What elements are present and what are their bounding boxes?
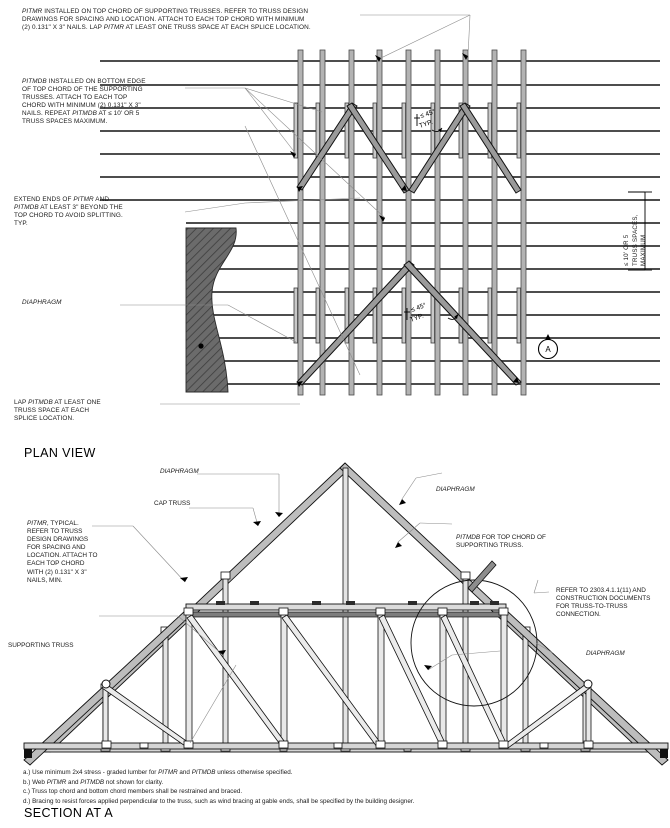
dimension-label-line3: MAXIMUM [640,234,647,266]
general-notes [23,768,663,806]
callout-diaphragm-bottom-right: DIAPHRAGM [586,650,625,657]
note-diaphragm-plan: DIAPHRAGM [22,299,62,306]
section-view-drawing [0,460,670,790]
general-note-a: a.) Use minimum 2x4 stress - graded lumber for PITMR and PITMDB unless otherwise specified. [23,769,293,776]
callout-truss-to-truss: REFER TO 2303.4.1.1(11) AND CONSTRUCTION DOCUMENTS FOR TRUSS-TO-TRUSS CONNECTION. [556,587,651,619]
callout-diaphragm-left: DIAPHRAGM [160,468,199,475]
callout-diaphragm-top-right: DIAPHRAGM [436,486,475,493]
note-pitmdb-bottom-edge: PITMDB INSTALLED ON BOTTOM EDGE OF TOP CHORD OF THE SUPPORTING TRUSSES. ATTACH TO EACH TOP CHORD WITH MINIMUM (2) 0.131" X 3" NAILS. REPEAT PITMDB AT ≤ 10' OR 5 TRUSS SPACES MAXIMUM. [22,78,146,126]
note-extend-ends: EXTEND ENDS OF PITMR AND PITMDB AT LEAST 3" BEYOND THE TOP CHORD TO AVOID SPLITTING. TYP. [14,196,123,228]
section-marker-a-label: A [545,345,551,354]
callout-pitmr-typical: PITMR, TYPICAL. REFER TO TRUSS DESIGN DRAWINGS FOR SPACING AND LOCATION. ATTACH TO EACH TOP CHORD WITH (2) 0.131" X 3" NAILS, MIN. [27,520,98,584]
callout-supporting-truss: SUPPORTING TRUSS [8,642,74,649]
dimension-label-line1: ≤ 10' OR 5 [623,234,630,266]
diaphragm-member-detail [468,561,496,592]
angle-label-upper-line1: ≤ 45° [419,108,437,120]
diaphragm-hatch-region [186,228,236,392]
callout-cap-truss: CAP TRUSS [154,500,191,507]
note-lap-pitmdb: LAP PITMDB AT LEAST ONE TRUSS SPACE AT EACH SPLICE LOCATION. [14,399,101,423]
angle-label-upper-line2: TYP. [418,118,434,130]
plan-view-heading: PLAN VIEW [24,446,96,460]
note-pitmr-top-chord: PITMR INSTALLED ON TOP CHORD OF SUPPORTING TRUSSES. REFER TO TRUSS DESIGN DRAWINGS FOR SPACING AND LOCATION. ATTACH TO EACH TOP CHORD WITH MINIMUM (2) 0.131" X 3" NAILS. LAP PITMR AT LEAST ONE TRUSS SPACE AT EACH SPLICE LOCATION. [22,8,311,32]
dimension-label-line2: TRUSS SPACES, [632,214,639,266]
plan-truss-lines [186,61,660,384]
section-view-heading: SECTION AT A [24,806,114,820]
general-note-b: b.) Web PITMR and PITMDB not shown for clarity. [23,778,164,786]
angle-label-lower-line2: TYP. [409,312,425,324]
general-note-d: d.) Bracing to resist forces applied perpendicular to the truss, such as wind bracing at gable ends, shall be specified by the building designer. [23,797,415,805]
callout-pitmdb-top-chord: PITMDB FOR TOP CHORD OF SUPPORTING TRUSS. [456,534,546,550]
angle-label-lower-line1: ≤ 45° [410,302,428,314]
general-note-c: c.) Truss top chord and bottom chord members shall be restrained and braced. [23,788,243,796]
